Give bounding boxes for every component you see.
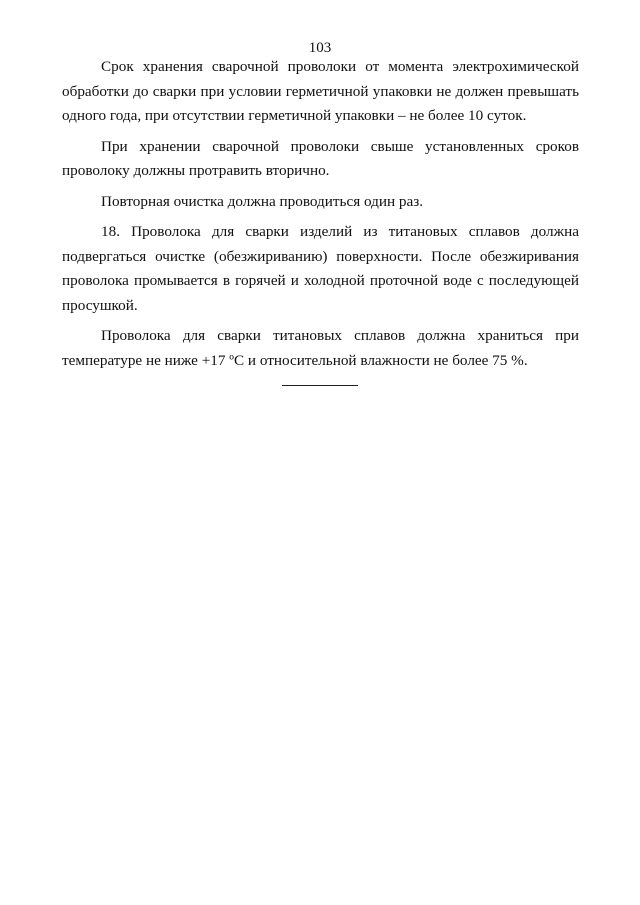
paragraph-titanium-storage: Проволока для сварки титановых сплавов должна храниться при температуре не ниже +17 ºС и относительной влажности не более 75 %. — [62, 327, 579, 369]
paragraph-re-etching: При хранении сварочной проволоки свыше установленных сроков проволоку должны протравить вторично. — [62, 137, 579, 179]
end-separator-line — [282, 385, 358, 386]
document-body — [62, 55, 579, 379]
paragraph-storage-period: Срок хранения сварочной проволоки от момента электрохимической обработки до сварки при условии герметичной упаковки не должен превышать одного года, при отсутствии герметичной упаковки – не более 10 суток. — [62, 58, 579, 124]
paragraph-item-18: 18. Проволока для сварки изделий из титановых сплавов должна подвергаться очистке (обезжириванию) поверхности. После обезжиривания проволока промывается в горячей и холодной проточной воде с последующей просушкой. — [62, 223, 579, 314]
page-number: 103 — [308, 40, 332, 56]
paragraph-repeat-cleaning: Повторная очистка должна проводиться один раз. — [101, 192, 424, 210]
